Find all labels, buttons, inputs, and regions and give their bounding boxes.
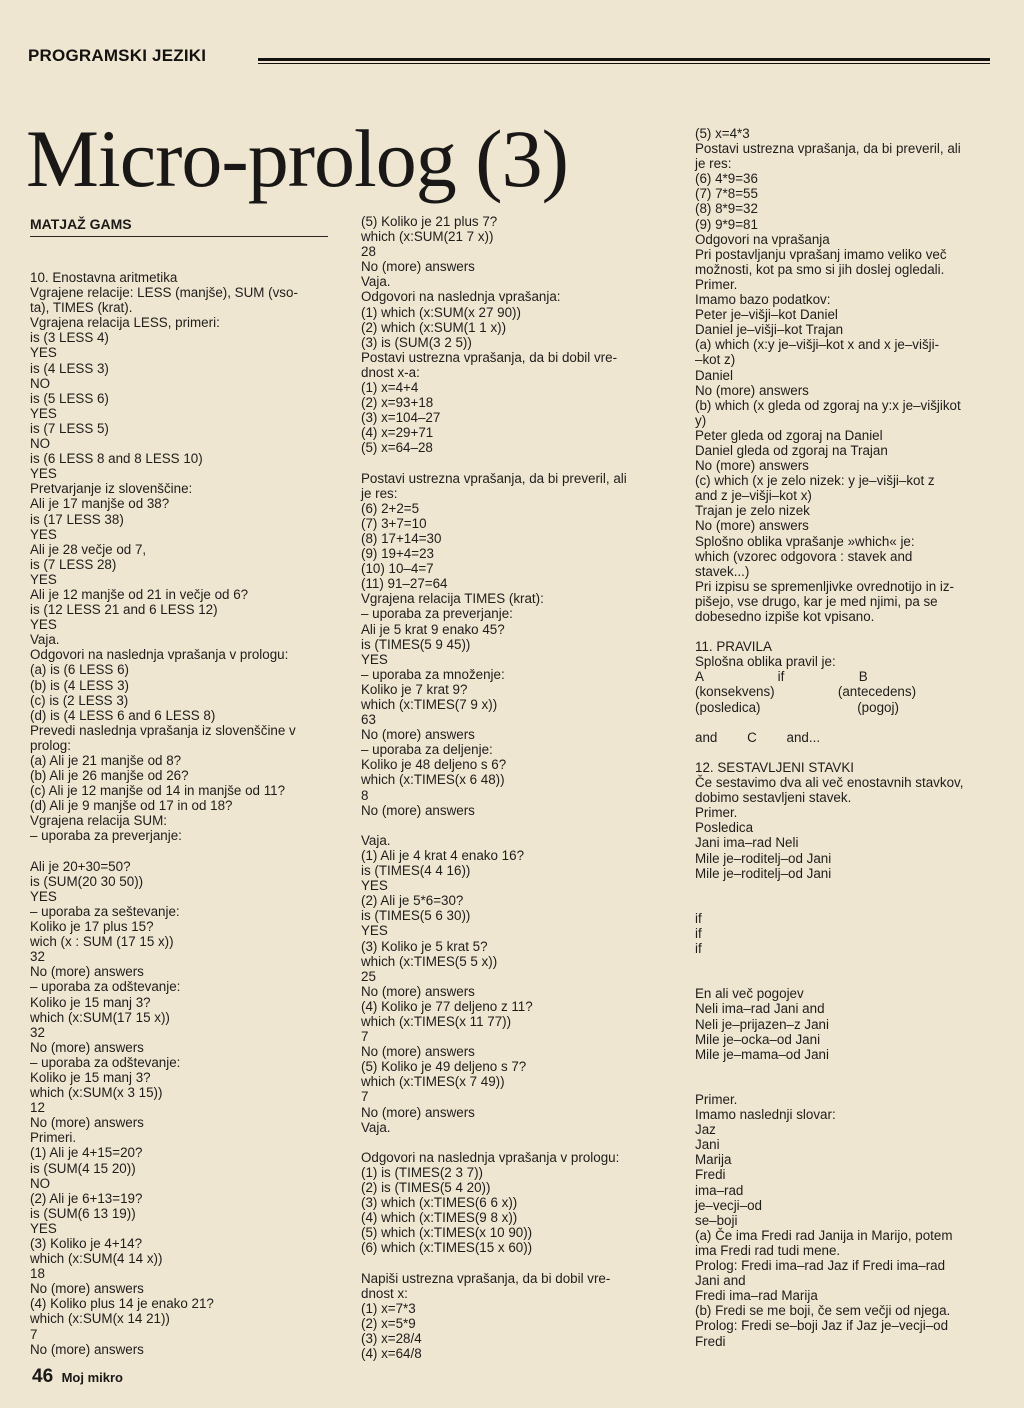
text-line: prolog:: [30, 737, 71, 753]
magazine-name: Moj mikro: [61, 1370, 123, 1385]
text-line: NO: [30, 436, 51, 452]
section-header: PROGRAMSKI JEZIKI: [28, 46, 207, 65]
text-line: Vgrajene relacije: LESS (manjše), SUM (vso-: [30, 285, 298, 301]
text-line: is (17 LESS 38): [30, 511, 124, 527]
article-title: Micro-prolog (3): [26, 113, 568, 204]
text-line: YES: [30, 466, 57, 482]
text-line: Mile je–roditelj–od Jani: [695, 850, 832, 866]
text-line: (2) x=93+18: [361, 395, 434, 411]
text-line: Jani ima–rad Neli: [695, 835, 799, 851]
text-line: A if B: [695, 669, 868, 685]
text-line: (3) Koliko je 5 krat 5?: [361, 938, 488, 954]
author-byline: MATJAŽ GAMS: [30, 216, 132, 232]
text-line: Primeri.: [30, 1130, 77, 1146]
text-line: 8: [361, 787, 369, 803]
text-line: Trajan je zelo nizek: [695, 503, 810, 519]
page-footer: [32, 1366, 123, 1388]
text-line: [695, 1062, 997, 1077]
text-line: Vgrajena relacija LESS, primeri:: [30, 315, 220, 331]
text-line: pišejo, vse drugo, kar je med njimi, pa se: [695, 593, 938, 609]
text-line: (b) Fredi se me boji, če sem večji od njega.: [695, 1303, 951, 1319]
text-line: Jaz: [695, 1122, 716, 1138]
text-line: Koliko je 7 krat 9?: [361, 681, 468, 697]
text-line: 7: [30, 1326, 38, 1342]
text-line: No (more) answers: [361, 727, 475, 743]
text-line: (3) Koliko je 4+14?: [30, 1236, 143, 1251]
text-line: Mile je–roditelj–od Jani: [695, 865, 832, 881]
text-line: (8) 17+14=30: [361, 530, 442, 546]
text-line: YES: [30, 526, 57, 542]
text-line: Koliko je 15 manj 3?: [30, 1069, 151, 1085]
text-line: is (7 LESS 5): [30, 420, 109, 436]
text-line: if: [695, 910, 702, 926]
text-line: (posledica) (pogoj): [695, 699, 899, 715]
text-line: stavek...): [695, 563, 750, 579]
text-line: which (x:SUM(17 15 x)): [30, 1009, 170, 1025]
text-line: En ali več pogojev: [695, 986, 804, 1002]
text-line: [695, 715, 997, 730]
text-line: 18: [30, 1266, 45, 1282]
text-line: [695, 745, 997, 760]
text-line: which (x:SUM(x 3 15)): [30, 1085, 163, 1101]
text-line: (5) which (x:TIMES(x 10 90)): [361, 1225, 533, 1241]
text-line: Ali je 28 večje od 7,: [30, 541, 147, 557]
text-line: 12: [30, 1100, 45, 1116]
text-line: Pretvarjanje iz slovenščine:: [30, 481, 193, 497]
text-line: 12. SESTAVLJENI STAVKI: [695, 759, 855, 775]
text-line: (11) 91–27=64: [361, 576, 448, 592]
text-line: (5) x=4*3: [695, 126, 750, 141]
text-line: YES: [361, 878, 388, 894]
text-line: is (TIMES(5 6 30)): [361, 908, 471, 924]
text-line: No (more) answers: [361, 983, 475, 999]
text-line: (b) which (x gleda od zgoraj na y:x je–višjikot: [695, 397, 961, 413]
text-line: Vaja.: [361, 1119, 391, 1135]
text-line: No (more) answers: [30, 1039, 144, 1055]
text-line: No (more) answers: [30, 1341, 144, 1357]
text-line: Daniel gleda od zgoraj na Trajan: [695, 442, 888, 458]
text-line: Fredi ima–rad Marija: [695, 1288, 818, 1304]
text-line: (2) which (x:SUM(1 1 x)): [361, 319, 507, 335]
text-line: (3) which (x:TIMES(6 6 x)): [361, 1195, 518, 1211]
text-line: ima–rad: [695, 1182, 744, 1198]
text-line: je res:: [361, 485, 398, 501]
text-line: YES: [30, 345, 57, 361]
text-line: (d) is (4 LESS 6 and 6 LESS 8): [30, 707, 216, 723]
text-line: – uporaba za odštevanje:: [30, 979, 181, 995]
text-line: Jani: [695, 1137, 720, 1153]
text-line: is (SUM(6 13 19)): [30, 1205, 136, 1221]
text-line: YES: [361, 651, 388, 667]
text-line: (10) 10–4=7: [361, 561, 434, 577]
text-line: Jani and: [695, 1273, 746, 1289]
header-rule: [258, 58, 990, 61]
text-line: y): [695, 412, 707, 428]
text-line: Posledica: [695, 820, 754, 836]
text-line: Peter gleda od zgoraj na Daniel: [695, 427, 883, 443]
text-line: dnost x-a:: [361, 364, 420, 380]
text-line: [30, 844, 330, 859]
text-line: is (TIMES(5 9 45)): [361, 636, 471, 652]
text-line: (a) which (x:y je–višji–kot x and x je–višji-: [695, 337, 940, 353]
text-line: Imamo bazo podatkov:: [695, 292, 831, 308]
text-line: which (x:TIMES(7 9 x)): [361, 697, 498, 712]
text-line: dobimo sestavljeni stavek.: [695, 790, 852, 806]
text-line: [361, 456, 663, 471]
text-line: (3) x=104–27: [361, 410, 441, 426]
text-line: [695, 624, 997, 639]
text-line: Postavi ustrezna vprašanja, da bi preveril, ali: [361, 470, 627, 486]
text-line: which (x:TIMES(x 7 49)): [361, 1074, 505, 1090]
text-line: No (more) answers: [30, 964, 144, 980]
text-line: dobesedno izpiše kot vpisano.: [695, 609, 875, 624]
text-line: No (more) answers: [361, 1104, 475, 1120]
text-line: No (more) answers: [30, 1281, 144, 1297]
text-line: Daniel je–višji–kot Trajan: [695, 322, 844, 338]
text-line: 32: [30, 949, 45, 965]
text-line: Ali je 12 manjše od 21 in večje od 6?: [30, 586, 249, 602]
text-line: Koliko je 15 manj 3?: [30, 994, 151, 1010]
text-line: Vgrajena relacija SUM:: [30, 813, 167, 829]
text-line: which (x:SUM(4 14 x)): [30, 1251, 163, 1267]
text-line: is (SUM(20 30 50)): [30, 873, 144, 889]
text-line: – uporaba za preverjanje:: [30, 828, 182, 844]
text-line: Neli ima–rad Jani and: [695, 1001, 825, 1017]
text-line: (8) 8*9=32: [695, 201, 758, 217]
text-line: (3) is (SUM(3 2 5)): [361, 334, 472, 350]
text-line: Postavi ustrezna vprašanja, da bi dobil vre-: [361, 349, 618, 365]
text-line: Vgrajena relacija TIMES (krat):: [361, 591, 544, 607]
text-line: Odgovori na naslednja vprašanja v prologu:: [361, 1149, 620, 1165]
text-line: Primer.: [695, 805, 738, 821]
text-line: Marija: [695, 1152, 732, 1168]
text-line: (7) 7*8=55: [695, 186, 758, 202]
text-line: (9) 19+4=23: [361, 546, 434, 562]
text-line: No (more) answers: [30, 1115, 144, 1131]
text-line: Primer.: [695, 276, 738, 292]
text-line: Daniel: [695, 367, 733, 383]
text-line: if: [695, 925, 702, 941]
text-line: is (4 LESS 3): [30, 360, 109, 376]
text-line: is (12 LESS 21 and 6 LESS 12): [30, 602, 218, 618]
text-line: (b) is (4 LESS 3): [30, 677, 129, 693]
text-line: which (x:SUM(21 7 x)): [361, 229, 494, 245]
text-line: which (x:TIMES(5 5 x)): [361, 953, 498, 969]
text-line: (konsekvens) (antecedens): [695, 684, 917, 700]
text-line: (3) x=28/4: [361, 1330, 422, 1346]
text-line: is (SUM(4 15 20)): [30, 1160, 136, 1176]
text-line: No (more) answers: [361, 259, 475, 275]
text-line: Peter je–višji–kot Daniel: [695, 307, 838, 323]
text-line: YES: [30, 405, 57, 421]
text-line: (4) x=29+71: [361, 425, 434, 441]
text-line: (c) which (x je zelo nizek: y je–višji–kot z: [695, 473, 935, 489]
text-line: (1) x=4+4: [361, 380, 419, 396]
text-line: (d) Ali je 9 manjše od 17 in od 18?: [30, 798, 233, 814]
text-line: (6) 4*9=36: [695, 171, 758, 187]
text-line: se–boji: [695, 1212, 738, 1228]
text-line: No (more) answers: [695, 458, 809, 474]
text-line: Neli je–prijazen–z Jani: [695, 1016, 829, 1032]
text-line: YES: [30, 888, 57, 904]
text-line: (5) Koliko je 21 plus 7?: [361, 214, 498, 229]
text-line: Vaja.: [30, 632, 60, 648]
text-line: which (vzorec odgovora : stavek and: [695, 548, 913, 564]
text-line: Prolog: Fredi se–boji Jaz if Jaz je–vecji–od: [695, 1318, 949, 1334]
text-line: [695, 971, 997, 986]
text-column-2: [361, 214, 663, 1361]
text-line: [361, 1135, 663, 1150]
text-line: which (x:TIMES(x 11 77)): [361, 1013, 512, 1029]
text-line: (a) Če ima Fredi rad Janija in Marijo, potem: [695, 1227, 953, 1243]
text-line: (c) Ali je 12 manjše od 14 in manjše od 11?: [30, 783, 286, 799]
text-line: (5) x=64–28: [361, 440, 433, 456]
text-line: (a) is (6 LESS 6): [30, 662, 129, 678]
text-line: (c) is (2 LESS 3): [30, 692, 129, 708]
text-line: – uporaba za množenje:: [361, 666, 505, 682]
text-line: is (6 LESS 8 and 8 LESS 10): [30, 451, 203, 467]
text-line: (1) Ali je 4 krat 4 enako 16?: [361, 847, 525, 863]
text-line: (6) which (x:TIMES(15 x 60)): [361, 1240, 533, 1256]
text-line: is (TIMES(4 4 16)): [361, 863, 471, 879]
text-line: Mile je–ocka–od Jani: [695, 1031, 821, 1047]
text-line: – uporaba za preverjanje:: [361, 606, 513, 622]
text-line: ima Fredi rad tudi mene.: [695, 1242, 841, 1258]
text-line: Napiši ustrezna vprašanja, da bi dobil vre-: [361, 1270, 611, 1286]
text-line: – uporaba za seštevanje:: [30, 903, 180, 919]
text-line: Primer.: [695, 1092, 738, 1107]
text-line: 32: [30, 1024, 45, 1040]
text-line: Pri izpisu se spremenljivke ovrednotijo in iz-: [695, 578, 954, 594]
text-line: Če sestavimo dva ali več enostavnih stavkov,: [695, 775, 964, 791]
text-line: NO: [30, 1175, 51, 1191]
text-line: YES: [30, 617, 57, 633]
text-line: 11. PRAVILA: [695, 639, 772, 655]
text-line: (2) Ali je 6+13=19?: [30, 1190, 143, 1206]
text-line: which (x:TIMES(x 6 48)): [361, 772, 505, 788]
text-line: is (3 LESS 4): [30, 330, 109, 346]
text-line: No (more) answers: [361, 802, 475, 818]
text-line: (1) is (TIMES(2 3 7)): [361, 1164, 484, 1180]
text-line: Ali je 20+30=50?: [30, 858, 131, 874]
text-line: Vaja.: [361, 832, 391, 848]
text-line: [361, 818, 663, 833]
text-line: (6) 2+2=5: [361, 500, 420, 516]
text-line: (1) which (x:SUM(x 27 90)): [361, 304, 521, 320]
text-line: Prolog: Fredi ima–rad Jaz if Fredi ima–rad: [695, 1258, 946, 1274]
text-line: (5) Koliko je 49 deljeno s 7?: [361, 1059, 527, 1075]
text-line: Pri postavljanju vprašanj imamo veliko več: [695, 246, 947, 262]
text-line: [695, 881, 997, 896]
text-line: [695, 956, 997, 971]
text-line: 25: [361, 968, 376, 984]
text-line: which (x:SUM(x 14 21)): [30, 1311, 170, 1327]
text-line: YES: [361, 923, 388, 939]
text-line: Imamo naslednji slovar:: [695, 1107, 836, 1123]
text-line: Postavi ustrezna vprašanja, da bi preveril, ali: [695, 141, 961, 157]
text-line: Splošna oblika pravil je:: [695, 654, 836, 670]
page-number: 46: [32, 1366, 54, 1387]
text-line: Odgovori na naslednja vprašanja:: [361, 289, 561, 305]
text-line: 7: [361, 1029, 369, 1045]
text-column-3: [695, 126, 997, 1349]
text-line: No (more) answers: [695, 382, 809, 398]
text-line: (b) Ali je 26 manjše od 26?: [30, 768, 189, 784]
text-line: No (more) answers: [695, 518, 809, 534]
text-line: Vaja.: [361, 274, 391, 290]
header-rule-thin: [258, 63, 990, 64]
text-line: Mile je–mama–od Jani: [695, 1046, 829, 1062]
text-line: (4) Koliko plus 14 je enako 21?: [30, 1296, 214, 1312]
text-column-1: [30, 270, 330, 1357]
text-line: –kot z): [695, 352, 736, 368]
text-line: (7) 3+7=10: [361, 515, 427, 531]
text-line: je res:: [695, 156, 732, 172]
text-line: (1) Ali je 4+15=20?: [30, 1145, 143, 1161]
author-rule: [30, 236, 328, 237]
text-line: (9) 9*9=81: [695, 216, 758, 232]
text-line: ta), TIMES (krat).: [30, 300, 133, 316]
text-line: No (more) answers: [361, 1044, 475, 1060]
text-line: Fredi: [695, 1167, 726, 1183]
text-line: (a) Ali je 21 manjše od 8?: [30, 753, 182, 768]
text-line: Prevedi naslednja vprašanja iz slovenščine v: [30, 722, 296, 738]
text-line: [695, 1077, 997, 1092]
text-line: and z je–višji–kot x): [695, 488, 812, 504]
text-line: 7: [361, 1089, 369, 1105]
text-line: – uporaba za odštevanje:: [30, 1054, 181, 1070]
text-line: je–vecji–od: [695, 1197, 762, 1213]
text-line: [361, 1255, 663, 1270]
text-line: Odgovori na vprašanja: [695, 231, 830, 247]
text-line: Koliko je 17 plus 15?: [30, 919, 154, 935]
text-line: Koliko je 48 deljeno s 6?: [361, 757, 507, 773]
text-line: Ali je 5 krat 9 enako 45?: [361, 621, 505, 637]
text-line: Odgovori na naslednja vprašanja v prologu:: [30, 647, 289, 663]
text-line: (4) Koliko je 77 deljeno z 11?: [361, 998, 533, 1014]
text-line: (2) is (TIMES(5 4 20)): [361, 1180, 491, 1195]
text-line: možnosti, kot pa smo si jih doslej ogledali.: [695, 261, 945, 277]
text-line: YES: [30, 1220, 57, 1236]
text-line: Fredi: [695, 1333, 726, 1349]
text-line: if: [695, 941, 702, 957]
text-line: NO: [30, 375, 51, 391]
text-line: (2) Ali je 5*6=30?: [361, 893, 464, 909]
text-line: 28: [361, 244, 376, 260]
text-line: is (7 LESS 28): [30, 556, 117, 572]
text-line: (2) x=5*9: [361, 1315, 416, 1331]
text-line: – uporaba za deljenje:: [361, 742, 493, 758]
text-line: 10. Enostavna aritmetika: [30, 270, 178, 285]
text-line: (4) x=64/8: [361, 1346, 422, 1362]
text-line: 63: [361, 712, 376, 728]
text-line: and C and...: [695, 729, 821, 745]
text-line: YES: [30, 571, 57, 587]
text-line: dnost x:: [361, 1285, 408, 1301]
text-line: wich (x : SUM (17 15 x)): [30, 934, 174, 950]
text-line: (4) which (x:TIMES(9 8 x)): [361, 1210, 518, 1226]
text-line: Ali je 17 manjše od 38?: [30, 496, 170, 512]
text-line: Splošno oblika vprašanje »which« je:: [695, 533, 915, 549]
text-line: (1) x=7*3: [361, 1300, 416, 1316]
text-line: is (5 LESS 6): [30, 390, 109, 406]
text-line: [695, 896, 997, 911]
